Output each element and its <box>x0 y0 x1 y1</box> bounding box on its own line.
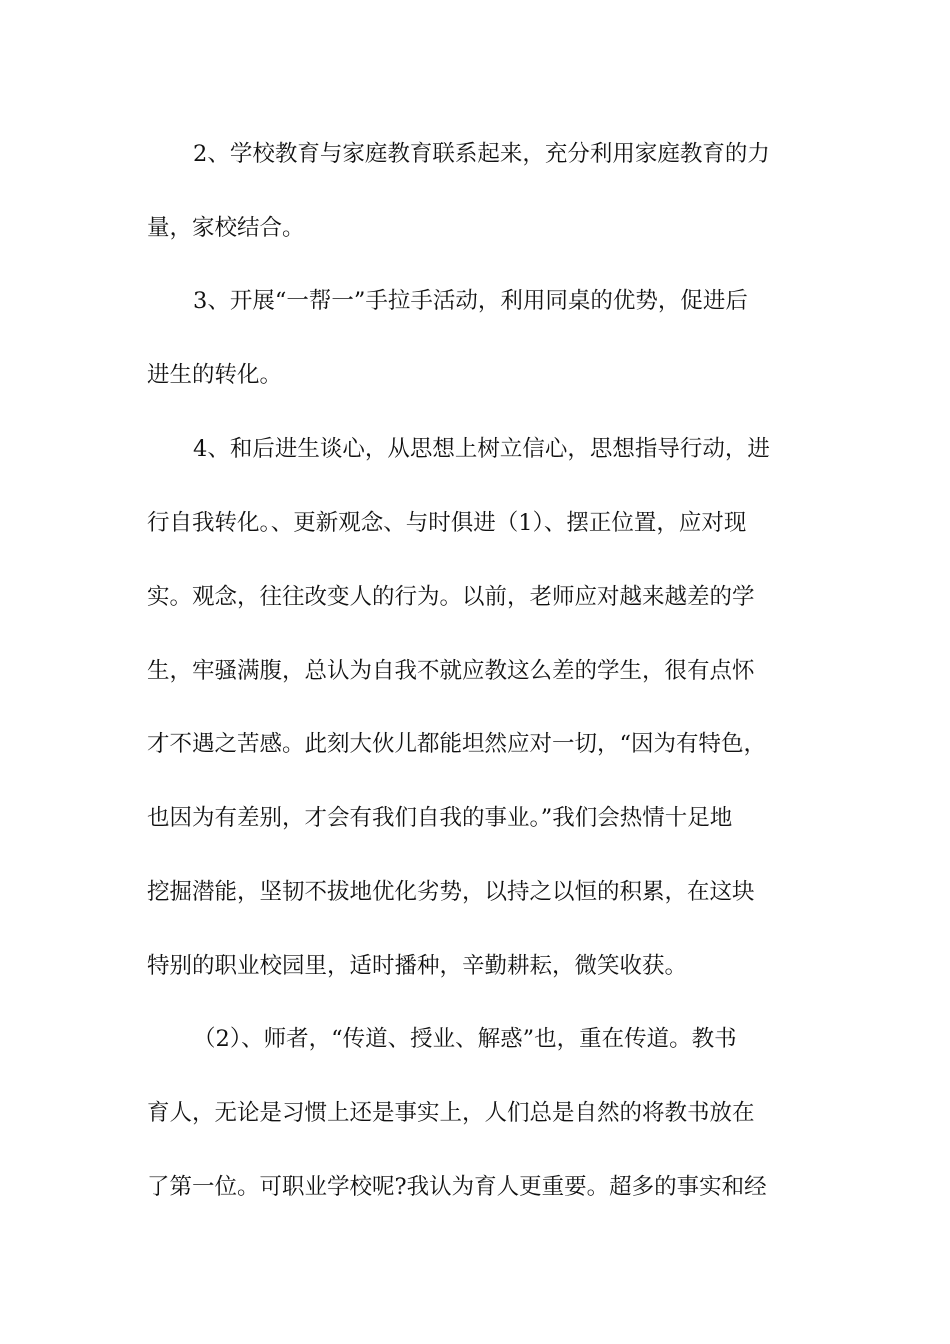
paragraph-3-line-2: 进生的转化。 <box>147 362 283 388</box>
paragraph-5-line-3: 了第一位。可职业学校呢?我认为育人更重要。超多的事实和经 <box>147 1174 767 1200</box>
paragraph-2-line-1: 2、学校教育与家庭教育联系起来，充分利用家庭教育的力 <box>193 141 770 167</box>
paragraph-4-line-6: 也因为有差别，才会有我们自我的事业。”我们会热情十足地 <box>147 805 733 831</box>
paragraph-5-line-1: （2）、师者，“传道、授业、解惑”也，重在传道。教书 <box>193 1026 737 1052</box>
paragraph-4-line-8: 特别的职业校园里，适时播种，辛勤耕耘，微笑收获。 <box>147 953 688 979</box>
paragraph-3-line-1: 3、开展“一帮一”手拉手活动，利用同桌的优势，促进后 <box>193 288 748 314</box>
paragraph-4-line-3: 实。观念，往往改变人的行为。以前，老师应对越来越差的学 <box>147 584 755 610</box>
paragraph-5-line-2: 育人，无论是习惯上还是事实上，人们总是自然的将教书放在 <box>147 1100 755 1126</box>
paragraph-2-line-2: 量，家校结合。 <box>147 215 305 241</box>
paragraph-4-line-7: 挖掘潜能，坚韧不拔地优化劣势，以持之以恒的积累，在这块 <box>147 879 755 905</box>
paragraph-4-line-4: 生，牢骚满腹，总认为自我不就应教这么差的学生，很有点怀 <box>147 658 755 684</box>
paragraph-4-line-5: 才不遇之苦感。此刻大伙儿都能坦然应对一切，“因为有特色， <box>147 731 767 757</box>
paragraph-4-line-2: 行自我转化。、更新观念、与时俱进（1）、摆正位置，应对现 <box>147 510 747 536</box>
paragraph-4-line-1: 4、和后进生谈心，从思想上树立信心，思想指导行动，进 <box>193 436 770 462</box>
